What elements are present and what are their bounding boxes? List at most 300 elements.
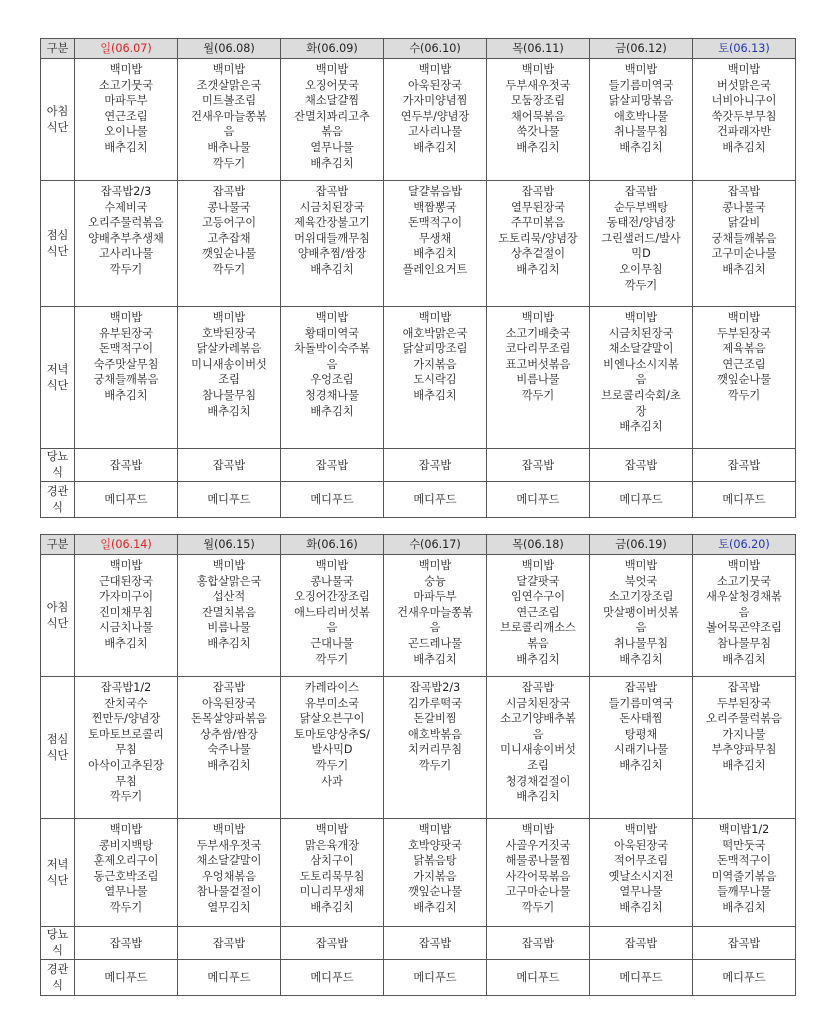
menu-item: 차돌박이숙주볶 (294, 342, 370, 356)
day-header: 토(06.13) (693, 39, 796, 59)
menu-item: 잡곡밥 (624, 681, 658, 694)
menu-item: 닭살카레볶음 (196, 342, 262, 356)
menu-item: 백짬뽕국 (413, 200, 457, 214)
menu-item: 콩비지백탕 (98, 838, 154, 852)
menu-item: 백미밥 (109, 559, 143, 572)
meal-label-line: 당뇨 (46, 450, 69, 464)
menu-item: 잡곡밥 (521, 936, 555, 950)
menu-item: 음 (326, 357, 338, 371)
menu-item: 배추김치 (104, 140, 148, 154)
menu-item: 김가루떡국 (407, 696, 463, 710)
menu-item: 토마토양상추S/ (294, 727, 370, 741)
menu-item: 적어무조림 (613, 854, 669, 868)
meal-row (41, 819, 796, 927)
menu-item: 훈제오리구이 (93, 854, 159, 868)
menu-item: 건파래자반 (716, 125, 772, 139)
menu-item: 비름나물 (516, 373, 560, 387)
menu-item: 카레라이스 (304, 681, 360, 694)
meal-label-line: 아침 (46, 600, 69, 614)
menu-item: 깻잎순나물 (201, 247, 257, 261)
menu-item: 볶음 (527, 636, 549, 650)
meal-label-line: 식단 (46, 748, 69, 762)
menu-item: 메디푸드 (722, 493, 766, 507)
menu-item: 채소달걀말이 (196, 854, 262, 868)
menu-item: 맛살팽이버섯볶 (603, 605, 679, 619)
menu-item: 그린샐러드/발사 (601, 231, 681, 245)
menu-item: 비엔나소시지볶 (603, 357, 679, 371)
menu-cell (384, 181, 487, 307)
menu-cell (590, 960, 693, 996)
menu-item: 열무김치 (207, 900, 251, 914)
menu-item: 플레인요거트 (402, 262, 468, 276)
menu-cell (178, 927, 281, 960)
menu-item: 잡곡밥 (727, 458, 761, 472)
menu-item: 참나물무침 (716, 636, 772, 650)
menu-item: 마파두부 (104, 94, 148, 108)
menu-cell (693, 677, 796, 819)
day-header: 수(06.10) (384, 39, 487, 59)
menu-item: 잡곡밥 (624, 185, 658, 198)
menu-cell (693, 307, 796, 449)
menu-item: 콩나물국 (207, 200, 251, 214)
menu-item: 백미밥 (315, 311, 349, 324)
menu-item: 조림 (218, 373, 240, 387)
menu-item: 백미밥 (109, 823, 143, 836)
meal-label (41, 677, 75, 819)
menu-item: 참나물무침 (201, 388, 257, 402)
menu-item: 백미밥 (315, 559, 349, 572)
menu-item: 돈맥적구이 (98, 342, 154, 356)
menu-cell (75, 482, 178, 518)
menu-item: 잡곡밥 (418, 458, 452, 472)
menu-item: 무침 (115, 774, 137, 788)
menu-item: 도토리묵/양념장 (498, 231, 578, 245)
menu-item: 숙주맛살무침 (93, 357, 159, 371)
menu-item: 배추김치 (722, 262, 766, 276)
menu-item: 미니새송이버섯 (500, 743, 576, 757)
meal-label (41, 819, 75, 927)
menu-item: 돈갈비찜 (413, 712, 457, 726)
menu-item: 메디푸드 (310, 971, 354, 985)
menu-cell (693, 181, 796, 307)
menu-item: 아욱된장국 (613, 838, 669, 852)
menu-item: 너비아니구이 (711, 94, 777, 108)
menu-item: 메디푸드 (104, 971, 148, 985)
menu-item: 연근조림 (722, 357, 766, 371)
menu-cell (590, 307, 693, 449)
day-header: 토(06.20) (693, 535, 796, 555)
menu-item: 표고버섯볶음 (505, 357, 571, 371)
meal-label-line: 식 (52, 500, 63, 514)
menu-item: 궁채들깨볶음 (93, 373, 159, 387)
header-row (41, 535, 796, 555)
day-header: 목(06.18) (487, 535, 590, 555)
menu-item: 백미밥 (212, 559, 246, 572)
menu-item: 메디푸드 (104, 493, 148, 507)
menu-item: 북엇국 (624, 574, 658, 588)
menu-item: 시금치된장국 (608, 326, 674, 340)
meal-label (41, 181, 75, 307)
menu-item: 백미밥1/2 (718, 823, 770, 836)
menu-item: 고사리나물 (98, 247, 154, 261)
menu-item: 음 (223, 125, 235, 139)
menu-item: 메디푸드 (413, 971, 457, 985)
day-header: 목(06.11) (487, 39, 590, 59)
menu-cell (487, 482, 590, 518)
menu-item: 깻잎순나물 (716, 373, 772, 387)
menu-cell (487, 927, 590, 960)
menu-item: 양배추부추생채 (88, 231, 164, 245)
menu-item: 열무나물 (619, 885, 663, 899)
menu-cell (178, 449, 281, 482)
menu-item: 잡곡밥 (315, 185, 349, 198)
menu-item: 오리주물럭볶음 (706, 712, 782, 726)
menu-item: 배추김치 (413, 140, 457, 154)
menu-item: 백미밥 (109, 311, 143, 324)
menu-item: 배추김치 (722, 758, 766, 772)
menu-item: 배추나물 (207, 140, 251, 154)
menu-item: 브로콜리깨소스 (500, 621, 576, 635)
menu-item: 수제비국 (104, 200, 148, 214)
menu-item: 두부새우젓국 (505, 78, 571, 92)
menu-cell (384, 307, 487, 449)
menu-item: 홍합살맑은국 (196, 574, 262, 588)
menu-item: 우엉채볶음 (201, 869, 257, 883)
menu-item: 버섯맑은국 (716, 78, 772, 92)
meal-row (41, 927, 796, 960)
menu-item: 제육간장불고기 (294, 216, 370, 230)
menu-item: 깍두기 (315, 758, 349, 772)
menu-item: 백미밥 (624, 823, 658, 836)
menu-cell (178, 819, 281, 927)
menu-item: 호박된장국 (201, 326, 257, 340)
menu-cell (590, 555, 693, 677)
menu-item: 배추김치 (207, 636, 251, 650)
menu-item: 장 (635, 404, 647, 418)
menu-item: 새우살청경채볶 (706, 590, 782, 604)
menu-item: 배추김치 (207, 758, 251, 772)
menu-item: 백미밥 (315, 63, 349, 76)
menu-item: 탕평채 (624, 727, 658, 741)
menu-item: 잡곡밥 (109, 458, 143, 472)
menu-item: 달걀볶음밥 (407, 185, 463, 198)
menu-cell (487, 677, 590, 819)
menu-cell (75, 927, 178, 960)
menu-cell (590, 677, 693, 819)
menu-item: 들기름미역국 (608, 78, 674, 92)
menu-item: 채소달걀말이 (608, 342, 674, 356)
menu-item: 사각어묵볶음 (505, 869, 571, 883)
menu-item: 백미밥 (521, 559, 555, 572)
menu-item: 돈사태찜 (619, 712, 663, 726)
menu-cell (384, 927, 487, 960)
meal-label (41, 927, 75, 960)
menu-item: 쑥갓두부무침 (711, 109, 777, 123)
menu-item: 깍두기 (212, 262, 246, 276)
menu-item: 닭갈비 (727, 216, 761, 230)
menu-cell (590, 449, 693, 482)
day-header: 월(06.08) (178, 39, 281, 59)
menu-item: 유부미소국 (304, 696, 360, 710)
menu-item: 떡만둣국 (722, 838, 766, 852)
menu-item: 백미밥 (727, 63, 761, 76)
menu-item: 백미밥 (521, 823, 555, 836)
menu-item: 취나물무침 (613, 125, 669, 139)
menu-item: 백미밥 (727, 311, 761, 324)
day-header: 화(06.09) (281, 39, 384, 59)
meal-label (41, 960, 75, 996)
menu-cell (590, 927, 693, 960)
menu-item: 사골우거짓국 (505, 838, 571, 852)
menu-cell (178, 677, 281, 819)
meal-label (41, 307, 75, 449)
meal-label-line: 경관 (46, 484, 69, 498)
menu-item: 백미밥 (727, 559, 761, 572)
menu-item: 상추쌈/쌈장 (200, 727, 258, 741)
menu-item: 조림 (527, 758, 549, 772)
menu-item: 깍두기 (727, 388, 761, 402)
menu-item: 청경채나물 (304, 388, 360, 402)
menu-item: 곤드레나물 (407, 636, 463, 650)
menu-item: 잡곡밥 (212, 185, 246, 198)
menu-item: 음 (635, 621, 647, 635)
menu-cell (693, 927, 796, 960)
menu-cell (487, 59, 590, 181)
day-header: 수(06.17) (384, 535, 487, 555)
menu-item: 가지볶음 (413, 869, 457, 883)
menu-cell (693, 960, 796, 996)
menu-item: 건새우마늘쫑볶 (191, 109, 267, 123)
menu-item: 쑥갓나물 (516, 125, 560, 139)
menu-item: 닭살피망볶음 (608, 94, 674, 108)
meal-label-line: 식단 (46, 120, 69, 134)
menu-item: 도시락김 (413, 373, 457, 387)
menu-cell (590, 59, 693, 181)
menu-item: 연두부/양념장 (400, 109, 470, 123)
menu-item: 가지나물 (722, 727, 766, 741)
menu-item: 고사리나물 (407, 125, 463, 139)
menu-item: 백미밥 (212, 63, 246, 76)
menu-item: 두부된장국 (716, 326, 772, 340)
menu-item: 볼어묵곤약조림 (706, 621, 782, 635)
menu-item: 닭살피망조림 (402, 342, 468, 356)
meal-label-line: 경관 (46, 962, 69, 976)
menu-item: 배추김치 (516, 790, 560, 804)
menu-item: 배추김치 (413, 388, 457, 402)
meal-label-line: 식 (52, 978, 63, 992)
menu-item: 잡곡밥 (624, 936, 658, 950)
menu-item: 채어묵볶음 (510, 109, 566, 123)
menu-cell (178, 59, 281, 181)
menu-item: 배추김치 (619, 900, 663, 914)
menu-item: 백미밥 (624, 63, 658, 76)
header-row (41, 39, 796, 59)
menu-item: 소고기장조림 (608, 590, 674, 604)
menu-item: 깻잎순나물 (407, 885, 463, 899)
menu-item: 애호박나물 (613, 109, 669, 123)
menu-item: 잡곡밥 (521, 185, 555, 198)
menu-item: 아삭이고추된장 (88, 758, 164, 772)
menu-item: 콩나물국 (722, 200, 766, 214)
menu-item: 메디푸드 (722, 971, 766, 985)
menu-item: 깍두기 (109, 900, 143, 914)
meal-row (41, 960, 796, 996)
menu-item: 연근조림 (516, 605, 560, 619)
menu-item: 백미밥 (418, 559, 452, 572)
menu-item: 배추김치 (516, 262, 560, 276)
meal-label (41, 59, 75, 181)
meal-label (41, 449, 75, 482)
menu-item: 깍두기 (212, 156, 246, 170)
day-header: 일(06.07) (75, 39, 178, 59)
menu-item: 볶음 (321, 125, 343, 139)
meal-row (41, 307, 796, 449)
menu-item: 백미밥 (212, 823, 246, 836)
menu-item: 조갯살맑은국 (196, 78, 262, 92)
menu-item: 백미밥 (624, 311, 658, 324)
meal-label-line: 식단 (46, 244, 69, 258)
menu-item: 잡곡밥 (212, 681, 246, 694)
menu-cell (178, 482, 281, 518)
menu-item: 백미밥 (315, 823, 349, 836)
menu-item: 잡곡밥2/3 (100, 185, 152, 198)
menu-cell (384, 482, 487, 518)
meal-label-line: 점심 (46, 732, 69, 746)
menu-cell (75, 181, 178, 307)
menu-item: 백미밥 (418, 63, 452, 76)
menu-item: 양배추찜/쌈장 (297, 247, 367, 261)
menu-item: 미니리무생채 (299, 885, 365, 899)
menu-item: 배추김치 (207, 404, 251, 418)
menu-item: 배추김치 (413, 900, 457, 914)
menu-item: 동태전/양념장 (606, 216, 676, 230)
menu-item: 백미밥 (418, 311, 452, 324)
menu-item: 찐만두/양념장 (91, 712, 161, 726)
menu-item: 잔치국수 (104, 696, 148, 710)
menu-cell (281, 677, 384, 819)
menu-item: 미트볼조림 (201, 94, 257, 108)
day-header: 일(06.14) (75, 535, 178, 555)
menu-item: 열무나물 (310, 140, 354, 154)
menu-item: 가자미양념찜 (402, 94, 468, 108)
menu-cell (384, 449, 487, 482)
menu-item: 브로콜리숙회/초 (601, 388, 681, 402)
menu-item: 잡곡밥 (624, 458, 658, 472)
menu-item: 깍두기 (521, 388, 555, 402)
menu-item: 메디푸드 (413, 493, 457, 507)
menu-item: 가지볶음 (413, 357, 457, 371)
menu-item: 메디푸드 (516, 971, 560, 985)
menu-item: 고추잡채 (207, 231, 251, 245)
menu-item: 시래기나물 (613, 743, 669, 757)
menu-item: 배추김치 (619, 758, 663, 772)
menu-item: 음 (635, 373, 647, 387)
menu-item: 코다리무조림 (505, 342, 571, 356)
menu-item: 배추김치 (310, 262, 354, 276)
menu-item: 잡곡밥 (212, 936, 246, 950)
menu-item: 유부된장국 (98, 326, 154, 340)
menu-item: 채소달걀찜 (304, 94, 360, 108)
menu-item: 사과 (321, 774, 343, 788)
menu-item: 삼치구이 (310, 854, 354, 868)
menu-item: 배추김치 (619, 140, 663, 154)
menu-item: 배추김치 (310, 404, 354, 418)
menu-cell (75, 307, 178, 449)
menu-item: 소고기뭇국 (716, 574, 772, 588)
meal-row (41, 555, 796, 677)
meal-label-line: 식 (52, 466, 63, 479)
menu-cell (281, 449, 384, 482)
menu-item: 음 (326, 621, 338, 635)
menu-item: 열무나물 (104, 885, 148, 899)
menu-item: 소고기배춧국 (505, 326, 571, 340)
menu-item: 진미채무침 (98, 605, 154, 619)
menu-item: 해물콩나물찜 (505, 854, 571, 868)
menu-item: 잡곡밥 (521, 458, 555, 472)
menu-item: 동근호박조림 (93, 869, 159, 883)
meal-label (41, 482, 75, 518)
menu-cell (487, 555, 590, 677)
menu-item: 가자미구이 (98, 590, 154, 604)
menu-cell (178, 307, 281, 449)
menu-item: 잔멸치볶음 (201, 605, 257, 619)
menu-item: 깍두기 (109, 790, 143, 804)
meal-label-line: 식 (52, 944, 63, 957)
menu-cell (75, 677, 178, 819)
meal-row (41, 677, 796, 819)
menu-cell (384, 819, 487, 927)
menu-item: 임연수구이 (510, 590, 566, 604)
menu-item: 잡곡밥 (315, 936, 349, 950)
menu-item: 비름나물 (207, 621, 251, 635)
menu-item: 오징어뭇국 (304, 78, 360, 92)
menu-item: 메디푸드 (310, 493, 354, 507)
week-table-2 (40, 534, 796, 996)
menu-item: 음 (429, 621, 441, 635)
menu-item: 들기름미역국 (608, 696, 674, 710)
menu-item: 콩나물국 (310, 574, 354, 588)
menu-item: 무생채 (418, 231, 452, 245)
menu-cell (178, 555, 281, 677)
menu-item: 배추김치 (722, 900, 766, 914)
menu-item: 배추김치 (619, 420, 663, 434)
menu-item: 잡곡밥 (727, 936, 761, 950)
menu-cell (487, 181, 590, 307)
menu-item: 치커리무침 (407, 743, 463, 757)
menu-item: 오징어간장조림 (294, 590, 370, 604)
menu-item: 열무된장국 (510, 200, 566, 214)
meal-row (41, 59, 796, 181)
menu-item: 애느타리버섯볶 (294, 605, 370, 619)
day-header: 월(06.15) (178, 535, 281, 555)
menu-item: 메디푸드 (207, 493, 251, 507)
menu-item: 배추김치 (413, 652, 457, 666)
menu-item: 고구미순나물 (711, 247, 777, 261)
menu-item: 오리주물럭볶음 (88, 216, 164, 230)
menu-item: 아욱된장국 (201, 696, 257, 710)
menu-cell (693, 819, 796, 927)
menu-item: 숭늉 (424, 574, 446, 588)
menu-item: 오이무침 (619, 262, 663, 276)
menu-item: 호박양팟국 (407, 838, 463, 852)
menu-cell (590, 819, 693, 927)
meal-label-line: 저녁 (46, 362, 69, 376)
menu-item: 깍두기 (624, 278, 658, 292)
menu-item: 참나물겉절이 (196, 885, 262, 899)
menu-item: 건새우마늘쫑볶 (397, 605, 473, 619)
meal-row (41, 181, 796, 307)
menu-item: 부추양파무침 (711, 743, 777, 757)
